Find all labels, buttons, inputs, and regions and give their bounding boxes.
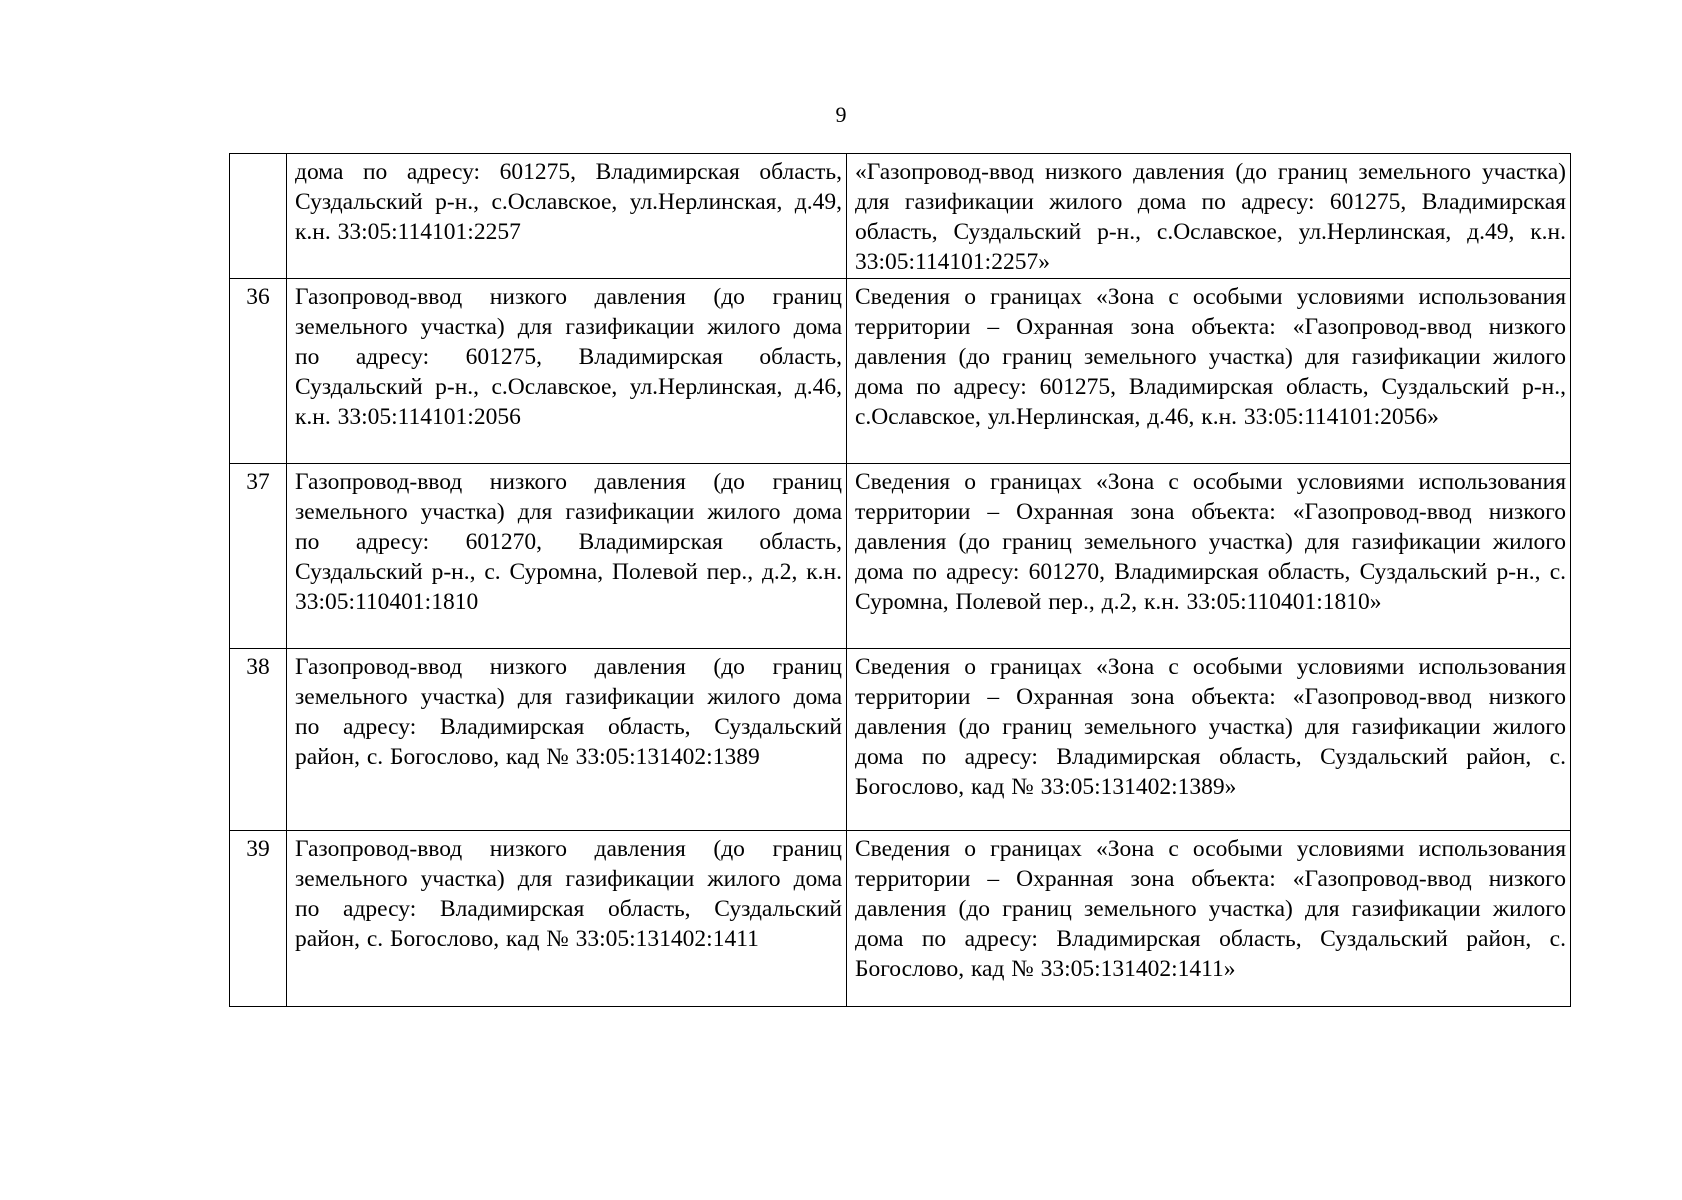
zone-info-cell: Сведения о границах «Зона с особыми условиями использования территории – Охранная зона объекта: «Газопровод-ввод низкого давления (до границ земельного участка) для газификации жилого дома по адресу: 601275, Владимирская область, Суздальский р-н., с.Ославское, ул.Нерлинская, д.46, к.н. 33:05:114101:2056» (847, 279, 1571, 464)
table-row (230, 279, 1571, 464)
zone-info-cell: Сведения о границах «Зона с особыми условиями использования территории – Охранная зона объекта: «Газопровод-ввод низкого давления (до границ земельного участка) для газификации жилого дома по адресу: Владимирская область, Суздальский район, с. Богослово, кад № 33:05:131402:1411» (847, 831, 1571, 1007)
row-number-cell: 36 (230, 279, 287, 464)
zone-info-cell: Сведения о границах «Зона с особыми условиями использования территории – Охранная зона объекта: «Газопровод-ввод низкого давления (до границ земельного участка) для газификации жилого дома по адресу: Владимирская область, Суздальский район, с. Богослово, кад № 33:05:131402:1389» (847, 649, 1571, 831)
object-description-cell: Газопровод-ввод низкого давления (до границ земельного участка) для газификации жилого дома по адресу: 601275, Владимирская область, Суздальский р-н., с.Ославское, ул.Нерлинская, д.46, к.н. 33:05:114101:2056 (287, 279, 847, 464)
table-row (230, 464, 1571, 649)
zone-info-cell: «Газопровод-ввод низкого давления (до границ земельного участка) для газификации жилого дома по адресу: 601275, Владимирская область, Суздальский р-н., с.Ославское, ул.Нерлинская, д.49, к.н. 33:05:114101:2257» (847, 154, 1571, 279)
object-description-cell: Газопровод-ввод низкого давления (до границ земельного участка) для газификации жилого дома по адресу: 601270, Владимирская область, Суздальский р-н., с. Суромна, Полевой пер., д.2, к.н. 33:05:110401:1810 (287, 464, 847, 649)
row-number-cell: 37 (230, 464, 287, 649)
object-description-cell: Газопровод-ввод низкого давления (до границ земельного участка) для газификации жилого дома по адресу: Владимирская область, Суздальский район, с. Богослово, кад № 33:05:131402:1389 (287, 649, 847, 831)
object-description-cell: Газопровод-ввод низкого давления (до границ земельного участка) для газификации жилого дома по адресу: Владимирская область, Суздальский район, с. Богослово, кад № 33:05:131402:1411 (287, 831, 847, 1007)
object-description-cell: дома по адресу: 601275, Владимирская область, Суздальский р-н., с.Ославское, ул.Нерлинская, д.49, к.н. 33:05:114101:2257 (287, 154, 847, 279)
row-number-cell: 38 (230, 649, 287, 831)
table-row (230, 154, 1571, 279)
zone-info-cell: Сведения о границах «Зона с особыми условиями использования территории – Охранная зона объекта: «Газопровод-ввод низкого давления (до границ земельного участка) для газификации жилого дома по адресу: 601270, Владимирская область, Суздальский р-н., с. Суромна, Полевой пер., д.2, к.н. 33:05:110401:1810» (847, 464, 1571, 649)
table-row (230, 831, 1571, 1007)
page-number: 9 (835, 102, 847, 127)
row-number-cell (230, 154, 287, 279)
zones-table (229, 153, 1571, 1007)
table-row (230, 649, 1571, 831)
row-number-cell: 39 (230, 831, 287, 1007)
